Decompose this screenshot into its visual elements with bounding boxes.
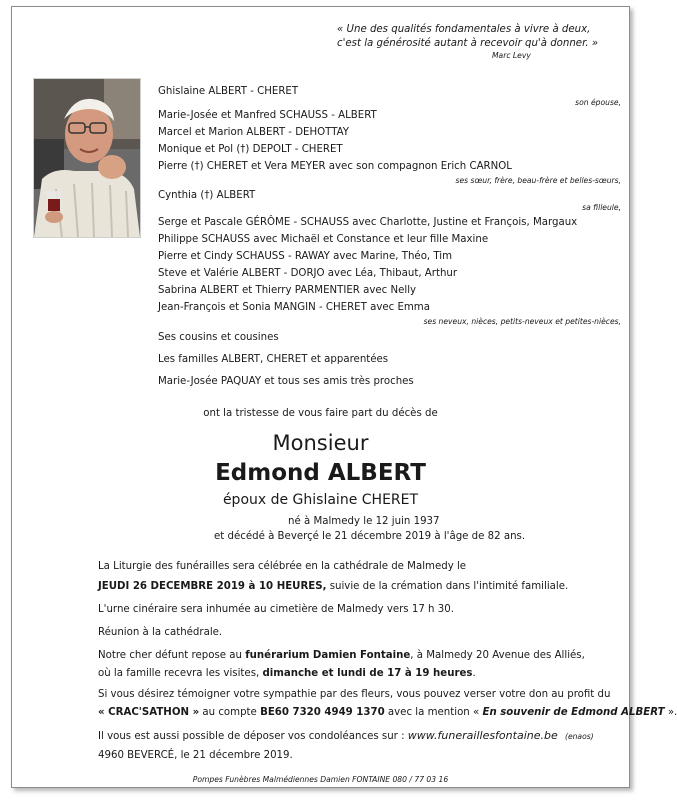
announcement-title: Monsieur bbox=[272, 431, 369, 455]
funerarium-line bbox=[98, 650, 585, 661]
quote-author: Marc Levy bbox=[492, 51, 531, 60]
funeral-date: JEUDI 26 DECEMBRE 2019 à 10 HEURES, bbox=[98, 581, 327, 592]
quote-line-2: c'est la générosité autant à recevoir qu'à donner. » bbox=[337, 38, 599, 49]
family-nephew: Steve et Valérie ALBERT - DORJO avec Léa, Thibaut, Arthur bbox=[158, 268, 458, 279]
family-nephew: Serge et Pascale GÉRÔME - SCHAUSS avec Charlotte, Justine et François, Margaux bbox=[158, 217, 578, 228]
family-nephew: Pierre et Cindy SCHAUSS - RAWAY avec Marine, Théo, Tim bbox=[158, 251, 453, 262]
family-goddaughter-role: sa filleule, bbox=[582, 203, 621, 212]
cremation-text: suivie de la crémation dans l'intimité familiale. bbox=[326, 581, 569, 592]
deceased-photo bbox=[33, 78, 141, 238]
death-info: et décédé à Beverçé le 21 décembre 2019 à l'âge de 82 ans. bbox=[214, 531, 526, 542]
funeral-date-line bbox=[98, 581, 568, 592]
donation-mid: au compte bbox=[199, 707, 261, 718]
family-nephew: Jean-François et Sonia MANGIN - CHERET avec Emma bbox=[158, 302, 430, 313]
family-spouse: Ghislaine ALBERT - CHERET bbox=[158, 86, 299, 97]
family-sibling: Pierre (†) CHERET et Vera MEYER avec son compagnon Erich CARNOL bbox=[158, 161, 512, 172]
flowers-text: Si vous désirez témoigner votre sympathie par des fleurs, vous pouvez verser votre don au profit du bbox=[98, 689, 611, 700]
liturgy-text: La Liturgie des funérailles sera célébrée en la cathédrale de Malmedy le bbox=[98, 561, 467, 572]
visits-pre: où la famille recevra les visites, bbox=[98, 668, 263, 679]
announcement-intro: ont la tristesse de vous faire part du décès de bbox=[203, 408, 438, 419]
family-spouse-role: son épouse, bbox=[575, 98, 621, 107]
quote-line-1: « Une des qualités fondamentales à vivre à deux, bbox=[337, 24, 591, 35]
footer-funeral-home: Pompes Funèbres Malmédiennes Damien FONTAINE 080 / 77 03 16 bbox=[192, 775, 449, 784]
funerarium-address: , à Malmedy 20 Avenue des Alliés, bbox=[410, 650, 585, 661]
meeting-text: Réunion à la cathédrale. bbox=[98, 627, 223, 638]
deceased-name: Edmond ALBERT bbox=[215, 460, 426, 486]
condolences-website-link[interactable]: www.funeraillesfontaine.be bbox=[407, 729, 558, 742]
family-sibling: Monique et Pol (†) DEPOLT - CHERET bbox=[158, 144, 343, 155]
charity-name: « CRAC'SATHON » bbox=[98, 707, 200, 718]
iban: BE60 7320 4949 1370 bbox=[260, 707, 385, 718]
obituary-page bbox=[11, 6, 677, 788]
family-nephews-role: ses neveux, nièces, petits-neveux et petites-nièces, bbox=[423, 317, 621, 326]
visits-hours: dimanche et lundi de 17 à 19 heures bbox=[262, 668, 473, 679]
condolences-pre: Il vous est aussi possible de déposer vos condoléances sur : bbox=[98, 731, 408, 742]
funerarium-pre: Notre cher défunt repose au bbox=[98, 650, 246, 661]
donation-post: avec la mention « bbox=[384, 707, 483, 718]
place-date: 4960 BEVERCÉ, le 21 décembre 2019. bbox=[98, 750, 293, 761]
donation-mention: En souvenir de Edmond ALBERT bbox=[482, 707, 665, 718]
condolences-line bbox=[98, 729, 594, 742]
family-sibling: Marcel et Marion ALBERT - DEHOTTAY bbox=[158, 127, 350, 138]
family-sibling: Marie-Josée et Manfred SCHAUSS - ALBERT bbox=[158, 110, 377, 121]
family-nephew: Sabrina ALBERT et Thierry PARMENTIER avec Nelly bbox=[158, 285, 417, 296]
family-goddaughter: Cynthia (†) ALBERT bbox=[158, 190, 256, 201]
visits-post: . bbox=[472, 668, 476, 679]
funerarium-name: funérarium Damien Fontaine bbox=[245, 650, 411, 661]
visits-line bbox=[98, 668, 476, 679]
family-cousins: Ses cousins et cousines bbox=[158, 332, 279, 343]
family-nephew: Philippe SCHAUSS avec Michaël et Constance et leur fille Maxine bbox=[158, 234, 489, 245]
announcement-spouse-of: époux de Ghislaine CHERET bbox=[222, 492, 419, 508]
family-families: Les familles ALBERT, CHERET et apparentées bbox=[158, 354, 389, 365]
donation-end: ». bbox=[664, 707, 677, 718]
family-siblings-role: ses sœur, frère, beau-frère et belles-sœurs, bbox=[455, 176, 621, 185]
birth-info: né à Malmedy le 12 juin 1937 bbox=[288, 516, 440, 527]
donation-line bbox=[98, 707, 677, 718]
family-friends: Marie-Josée PAQUAY et tous ses amis très proches bbox=[158, 376, 414, 387]
urn-text: L'urne cinéraire sera inhumée au cimetière de Malmedy vers 17 h 30. bbox=[98, 604, 454, 615]
enaos-note: (enaos) bbox=[564, 732, 594, 741]
